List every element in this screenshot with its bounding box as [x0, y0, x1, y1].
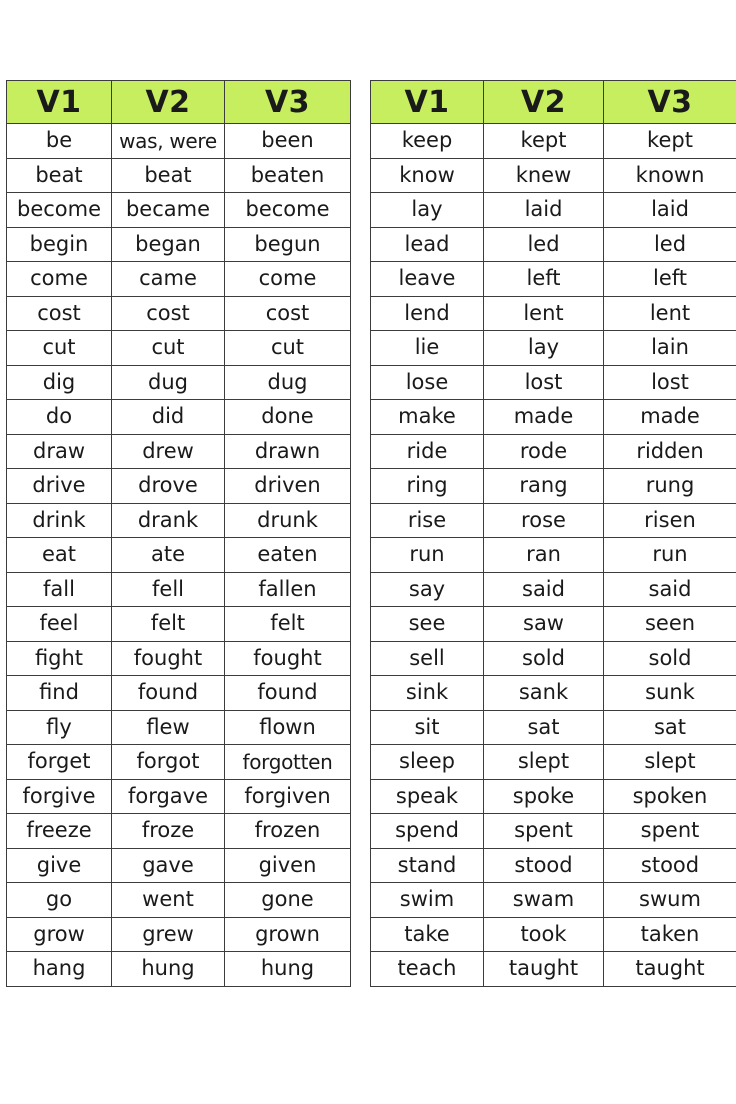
table-row	[7, 227, 351, 262]
verb-cell-v2: lent	[484, 296, 604, 331]
table-row	[371, 469, 736, 504]
table-row	[7, 710, 351, 745]
table-row	[371, 193, 736, 228]
table-row	[7, 572, 351, 607]
table-row	[371, 538, 736, 573]
verb-cell-v2: led	[484, 227, 604, 262]
verb-cell-v1: stand	[371, 848, 484, 883]
verb-cell-v2: slept	[484, 745, 604, 780]
verb-cell-v1: speak	[371, 779, 484, 814]
verb-cell-v3: risen	[604, 503, 736, 538]
verb-cell-v2: gave	[112, 848, 225, 883]
verb-cell-v3: frozen	[225, 814, 351, 849]
verb-cell-v1: sink	[371, 676, 484, 711]
verb-cell-v2: hung	[112, 952, 225, 987]
verb-cell-v3: fallen	[225, 572, 351, 607]
verb-cell-v3: ridden	[604, 434, 736, 469]
table-body	[371, 124, 736, 987]
verb-cell-v1: teach	[371, 952, 484, 987]
verb-cell-v2: went	[112, 883, 225, 918]
verb-cell-v3: said	[604, 572, 736, 607]
table-row	[7, 124, 351, 159]
verb-cell-v1: do	[7, 400, 112, 435]
verb-cell-v1: beat	[7, 158, 112, 193]
verb-cell-v2: drank	[112, 503, 225, 538]
table-row	[7, 434, 351, 469]
verb-cell-v2: did	[112, 400, 225, 435]
verb-cell-v2: ate	[112, 538, 225, 573]
verb-cell-v2: dug	[112, 365, 225, 400]
verb-cell-v2: was, were	[112, 124, 225, 159]
table-row	[371, 227, 736, 262]
column-header-v3: V3	[604, 81, 736, 124]
verb-cell-v2: fought	[112, 641, 225, 676]
verb-cell-v2: said	[484, 572, 604, 607]
verb-cell-v1: eat	[7, 538, 112, 573]
verb-cell-v2: laid	[484, 193, 604, 228]
verb-cell-v1: go	[7, 883, 112, 918]
verb-cell-v3: slept	[604, 745, 736, 780]
table-row	[371, 779, 736, 814]
verb-cell-v3: drawn	[225, 434, 351, 469]
table-row	[371, 745, 736, 780]
verb-cell-v3: run	[604, 538, 736, 573]
table-row	[7, 193, 351, 228]
verb-cell-v1: lose	[371, 365, 484, 400]
verb-cell-v2: spoke	[484, 779, 604, 814]
verb-cell-v1: swim	[371, 883, 484, 918]
verb-cell-v2: flew	[112, 710, 225, 745]
table-row	[7, 365, 351, 400]
verb-cell-v3: driven	[225, 469, 351, 504]
verb-cell-v3: cut	[225, 331, 351, 366]
verb-cell-v3: come	[225, 262, 351, 297]
verb-cell-v3: hung	[225, 952, 351, 987]
verb-cell-v2: forgot	[112, 745, 225, 780]
table-row	[7, 469, 351, 504]
column-header-v2: V2	[112, 81, 225, 124]
table-row	[7, 676, 351, 711]
table-row	[371, 400, 736, 435]
verb-cell-v2: knew	[484, 158, 604, 193]
verb-table-right	[370, 80, 736, 987]
table-row	[371, 262, 736, 297]
verb-cell-v3: cost	[225, 296, 351, 331]
verb-cell-v1: fall	[7, 572, 112, 607]
verb-cell-v1: lie	[371, 331, 484, 366]
verb-cell-v1: freeze	[7, 814, 112, 849]
verb-cell-v3: found	[225, 676, 351, 711]
verb-cell-v3: eaten	[225, 538, 351, 573]
verb-cell-v1: lend	[371, 296, 484, 331]
table-row	[371, 676, 736, 711]
table-row	[7, 952, 351, 987]
verb-cell-v3: lost	[604, 365, 736, 400]
column-header-v3: V3	[225, 81, 351, 124]
verb-cell-v2: rang	[484, 469, 604, 504]
verb-cell-v3: swum	[604, 883, 736, 918]
verb-cell-v3: lent	[604, 296, 736, 331]
verb-cell-v3: dug	[225, 365, 351, 400]
table-row	[371, 503, 736, 538]
table-row	[7, 262, 351, 297]
verb-cell-v1: rise	[371, 503, 484, 538]
table-row	[371, 607, 736, 642]
verb-cell-v2: beat	[112, 158, 225, 193]
verb-cell-v1: ring	[371, 469, 484, 504]
column-header-v1: V1	[7, 81, 112, 124]
verb-cell-v1: cut	[7, 331, 112, 366]
verb-cell-v1: forgive	[7, 779, 112, 814]
table-row	[7, 883, 351, 918]
verb-cell-v1: forget	[7, 745, 112, 780]
verb-cell-v3: sold	[604, 641, 736, 676]
verb-table-left	[6, 80, 351, 987]
verb-cell-v1: begin	[7, 227, 112, 262]
verb-cell-v1: hang	[7, 952, 112, 987]
verb-cell-v3: kept	[604, 124, 736, 159]
verb-cell-v1: know	[371, 158, 484, 193]
verb-cell-v1: cost	[7, 296, 112, 331]
verb-cell-v3: led	[604, 227, 736, 262]
verb-cell-v3: drunk	[225, 503, 351, 538]
table-row	[371, 158, 736, 193]
verb-cell-v2: sank	[484, 676, 604, 711]
table-row	[7, 400, 351, 435]
verb-cell-v1: lay	[371, 193, 484, 228]
header-row	[371, 81, 736, 124]
verb-cell-v1: take	[371, 917, 484, 952]
verb-cell-v2: came	[112, 262, 225, 297]
verb-cell-v3: forgiven	[225, 779, 351, 814]
verb-cell-v3: forgotten	[225, 745, 351, 780]
verb-cell-v2: made	[484, 400, 604, 435]
verb-cell-v2: rode	[484, 434, 604, 469]
verb-cell-v1: become	[7, 193, 112, 228]
table-row	[371, 365, 736, 400]
verb-cell-v3: rung	[604, 469, 736, 504]
verb-cell-v1: say	[371, 572, 484, 607]
verb-cell-v1: ride	[371, 434, 484, 469]
verb-cell-v1: drink	[7, 503, 112, 538]
verb-cell-v3: sat	[604, 710, 736, 745]
verb-cell-v3: spoken	[604, 779, 736, 814]
verb-cell-v2: lay	[484, 331, 604, 366]
verb-cell-v3: sunk	[604, 676, 736, 711]
verb-cell-v2: became	[112, 193, 225, 228]
table-row	[371, 848, 736, 883]
verb-cell-v1: make	[371, 400, 484, 435]
table-row	[371, 814, 736, 849]
table-row	[7, 503, 351, 538]
table-row	[371, 883, 736, 918]
verb-cell-v2: left	[484, 262, 604, 297]
verb-cell-v3: taught	[604, 952, 736, 987]
verb-cell-v2: felt	[112, 607, 225, 642]
table-row	[371, 641, 736, 676]
verb-cell-v2: kept	[484, 124, 604, 159]
verb-cell-v1: sell	[371, 641, 484, 676]
verb-cell-v3: spent	[604, 814, 736, 849]
verb-cell-v3: been	[225, 124, 351, 159]
verb-cell-v2: swam	[484, 883, 604, 918]
verb-cell-v2: drew	[112, 434, 225, 469]
verb-cell-v2: spent	[484, 814, 604, 849]
verb-cell-v2: forgave	[112, 779, 225, 814]
verb-cell-v2: lost	[484, 365, 604, 400]
table-row	[371, 952, 736, 987]
verb-cell-v1: run	[371, 538, 484, 573]
verb-cell-v1: see	[371, 607, 484, 642]
verb-cell-v3: lain	[604, 331, 736, 366]
table-row	[7, 917, 351, 952]
verb-cell-v2: saw	[484, 607, 604, 642]
table-row	[7, 814, 351, 849]
table-row	[7, 745, 351, 780]
verb-cell-v1: fly	[7, 710, 112, 745]
verb-cell-v3: begun	[225, 227, 351, 262]
column-header-v1: V1	[371, 81, 484, 124]
verb-cell-v3: taken	[604, 917, 736, 952]
verb-cell-v1: sleep	[371, 745, 484, 780]
table-row	[371, 434, 736, 469]
verb-cell-v3: felt	[225, 607, 351, 642]
verb-cell-v2: found	[112, 676, 225, 711]
verb-cell-v1: sit	[371, 710, 484, 745]
verb-cell-v3: done	[225, 400, 351, 435]
table-row	[7, 607, 351, 642]
table-row	[7, 779, 351, 814]
table-row	[7, 296, 351, 331]
table-row	[371, 124, 736, 159]
verb-cell-v1: find	[7, 676, 112, 711]
table-row	[7, 538, 351, 573]
header-row	[7, 81, 351, 124]
table-row	[371, 572, 736, 607]
verb-cell-v2: grew	[112, 917, 225, 952]
verb-cell-v2: drove	[112, 469, 225, 504]
verb-cell-v2: fell	[112, 572, 225, 607]
verb-cell-v1: be	[7, 124, 112, 159]
verb-cell-v2: stood	[484, 848, 604, 883]
column-header-v2: V2	[484, 81, 604, 124]
verb-cell-v2: cut	[112, 331, 225, 366]
verb-cell-v1: dig	[7, 365, 112, 400]
verb-cell-v2: began	[112, 227, 225, 262]
verb-cell-v2: froze	[112, 814, 225, 849]
verb-cell-v3: laid	[604, 193, 736, 228]
verb-cell-v1: grow	[7, 917, 112, 952]
verb-cell-v1: keep	[371, 124, 484, 159]
verb-cell-v3: grown	[225, 917, 351, 952]
verb-cell-v2: rose	[484, 503, 604, 538]
verb-cell-v3: stood	[604, 848, 736, 883]
verb-cell-v1: leave	[371, 262, 484, 297]
verb-cell-v3: known	[604, 158, 736, 193]
verb-cell-v2: took	[484, 917, 604, 952]
verb-cell-v1: fight	[7, 641, 112, 676]
table-row	[371, 710, 736, 745]
verb-cell-v1: drive	[7, 469, 112, 504]
table-row	[7, 848, 351, 883]
table-body	[7, 124, 351, 987]
verb-cell-v3: beaten	[225, 158, 351, 193]
verb-cell-v2: cost	[112, 296, 225, 331]
verb-cell-v3: become	[225, 193, 351, 228]
verb-cell-v3: seen	[604, 607, 736, 642]
verb-cell-v3: made	[604, 400, 736, 435]
table-row	[7, 641, 351, 676]
verb-cell-v1: draw	[7, 434, 112, 469]
verb-cell-v1: give	[7, 848, 112, 883]
verb-cell-v2: taught	[484, 952, 604, 987]
verb-cell-v1: spend	[371, 814, 484, 849]
verb-cell-v1: come	[7, 262, 112, 297]
verb-cell-v3: flown	[225, 710, 351, 745]
verb-cell-v3: gone	[225, 883, 351, 918]
table-row	[7, 331, 351, 366]
table-row	[7, 158, 351, 193]
verb-cell-v3: given	[225, 848, 351, 883]
verb-cell-v3: fought	[225, 641, 351, 676]
verb-cell-v2: sat	[484, 710, 604, 745]
table-row	[371, 331, 736, 366]
verb-cell-v2: ran	[484, 538, 604, 573]
table-row	[371, 917, 736, 952]
verb-cell-v3: left	[604, 262, 736, 297]
table-row	[371, 296, 736, 331]
verb-cell-v1: lead	[371, 227, 484, 262]
verb-cell-v1: feel	[7, 607, 112, 642]
verb-cell-v2: sold	[484, 641, 604, 676]
